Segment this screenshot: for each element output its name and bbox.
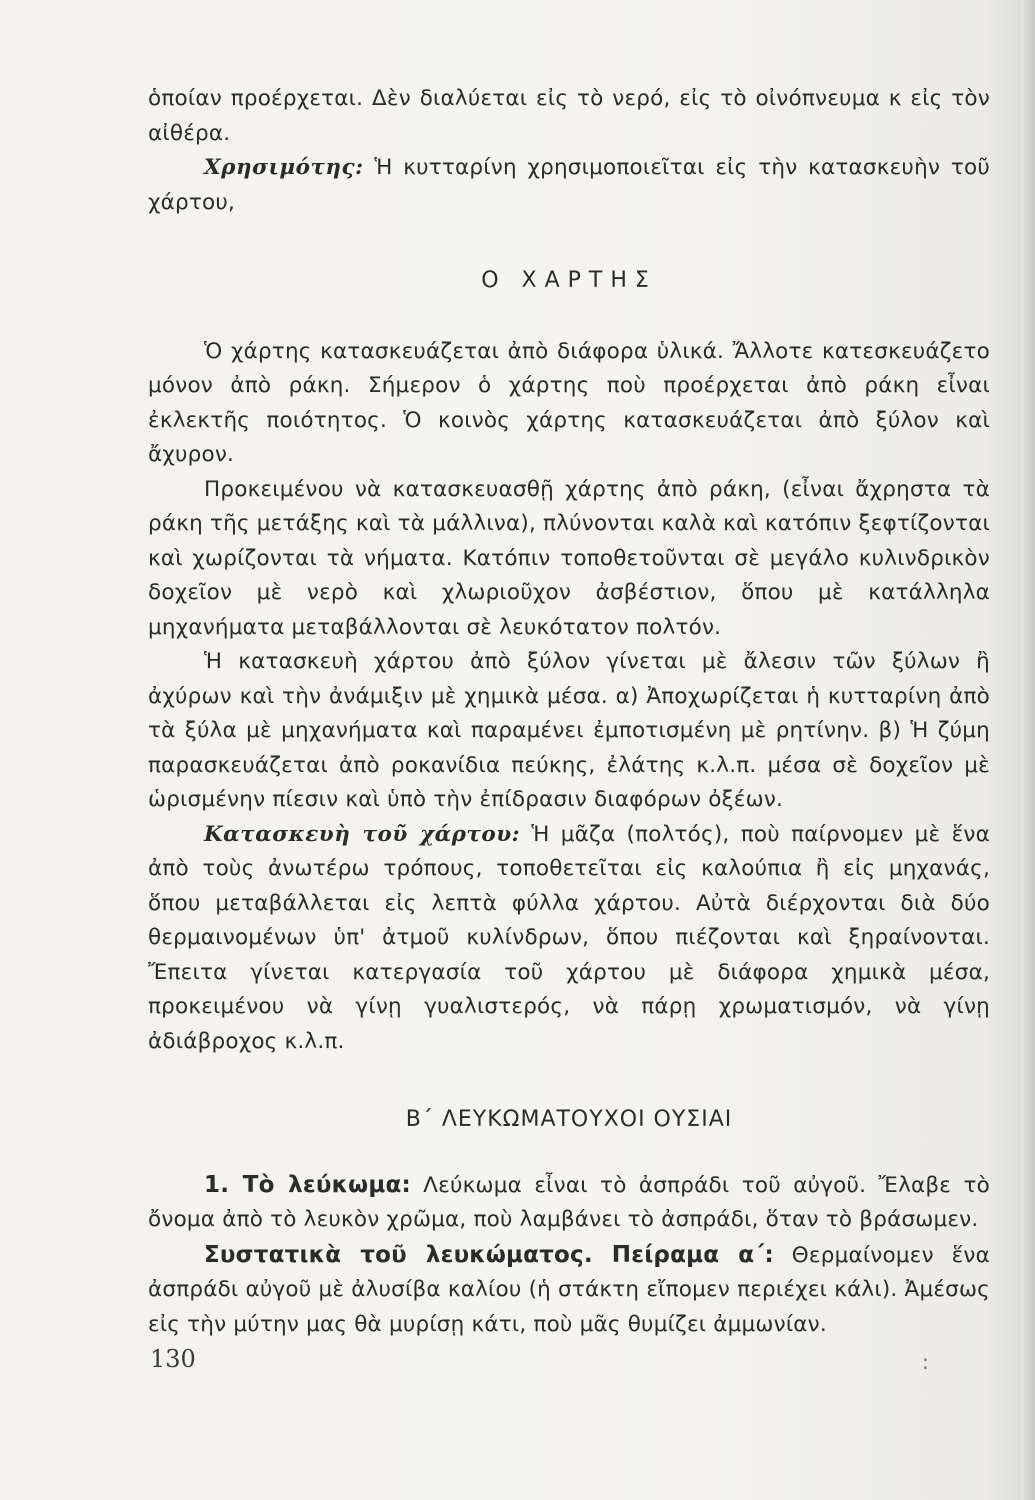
usefulness-text: Ἡ κυτταρίνη χρησιμοποιεῖται εἰς τὴν κατασκευὴν τοῦ χάρτου, — [148, 155, 990, 215]
paragraph-albumen-components — [148, 1238, 990, 1343]
paragraph-usefulness — [148, 151, 990, 220]
page-number: 130 — [150, 1345, 196, 1373]
paragraph-cellulose-solubility: ὁποίαν προέρχεται. Δὲν διαλύεται εἰς τὸ νερό, εἰς τὸ οἰνόπνευμα κ εἰς τὸν αἰθέρα. — [148, 86, 990, 146]
paragraph-paper-from-rags: Προκειμένου νὰ κατασκευασθῇ χάρτης ἀπὸ ράκη, (εἶναι ἄχρηστα τὰ ράκη τῆς μετάξης καὶ τὰ μάλλινα), πλύνονται καλὰ καὶ κατόπιν ξεφτίζονται καὶ χωρίζονται τὰ νήματα. Κατόπιν τοποθετοῦνται σὲ μεγάλο κυλινδρικὸν δοχεῖον μὲ νερὸ καὶ χλωριοῦχον ἀσβέστιον, ὅπου μὲ κατάλληλα μηχανήματα μεταβάλλονται σὲ λευκότατον πολτόν. — [148, 476, 990, 640]
components-label: Συστατικὰ τοῦ λευκώματος. Πείραμα α΄: — [204, 1241, 774, 1268]
paragraph-paper-manufacture — [148, 818, 990, 1060]
components-text: Θερμαίνομεν ἕνα ἀσπράδι αὐγοῦ μὲ ἀλυσίβα καλίου (ἡ στάκτη εἴπομεν περιέχει κάλι). Ἀμέσως εἰς τὴν μύτην μας θὰ μυρίσῃ κάτι, ποὺ μᾶς θυμίζει ἀμμωνίαν. — [148, 1242, 991, 1337]
manufacture-label: Κατασκευὴ τοῦ χάρτου: — [204, 821, 521, 847]
usefulness-label: Χρησιμότης: — [204, 155, 364, 180]
paragraph-paper-materials: Ὁ χάρτης κατασκευάζεται ἀπὸ διάφορα ὑλικά. Ἄλλοτε κατεσκευάζετο μόνον ἀπὸ ράκη. Σήμερον ὁ χάρτης ποὺ προέρχεται ἀπὸ ράκη εἶναι ἐκλεκτῆς ποιότητος. Ὁ κοινὸς χάρτης κατασκευάζεται ἀπὸ ξύλον καὶ ἄχυρον. — [148, 338, 990, 467]
paragraph-paper-from-wood: Ἡ κατασκευὴ χάρτου ἀπὸ ξύλον γίνεται μὲ ἄλεσιν τῶν ξύλων ἢ ἀχύρων καὶ τὴν ἀνάμιξιν μὲ χημικὰ μέσα. α) Ἀποχωρίζεται ἡ κυτταρίνη ἀπὸ τὰ ξύλα μὲ μηχανήματα καὶ παραμένει ἐμποτισμένη μὲ ρητίνην. β) Ἡ ζύμη παρασκευάζεται ἀπὸ ροκανίδια πεύκης, ἐλάτης κ.λ.π. μέσα σὲ δοχεῖον μὲ ὡρισμένην πίεσιν καὶ ὑπὸ τὴν ἐπίδρασιν διαφόρων ὀξέων. — [148, 649, 990, 812]
page-edge-shadow — [1021, 0, 1035, 1500]
page-body — [148, 82, 990, 1342]
manufacture-text: Ἡ μᾶζα (πολτός), ποὺ παίρνομεν μὲ ἕνα ἀπὸ τοὺς ἀνωτέρω τρόπους, τοποθετεῖται εἰς καλούπια ἢ εἰς μηχανάς, ὅπου μεταβάλλεται εἰς λεπτὰ φύλλα χάρτου. Αὐτὰ διέρχονται διὰ δύο θερμαινομένων ὑπ' ἀτμοῦ κυλίνδρων, ὅπου πιέζονται καὶ ξηραίνονται. Ἔπειτα γίνεται κατεργασία τοῦ χάρτου μὲ διάφορα χημικὰ μέσα, προκειμένου νὰ γίνῃ γυαλιστερός, νὰ πάρῃ χρωματισμόν, νὰ γίνῃ ἀδιάβροχος κ.λ.π. — [148, 821, 990, 1054]
section-heading-albuminous: Β΄ ΛΕΥΚΩΜΑΤΟΥΧΟΙ ΟΥΣΙΑΙ — [405, 1107, 733, 1132]
margin-mark: : — [922, 1350, 929, 1374]
albumen-text: Λεύκωμα εἶναι τὸ ἀσπράδι τοῦ αὐγοῦ. Ἔλαβε τὸ ὄνομα ἀπὸ τὸ λευκὸν χρῶμα, ποὺ λαμβάνει τὸ ἀσπράδι, ὅταν τὸ βράσωμεν. — [148, 1172, 990, 1232]
section-heading-paper: Ο ΧΑΡΤΗΣ — [481, 268, 657, 293]
paragraph-albumen — [148, 1168, 990, 1238]
albumen-label: 1. Τὸ λεύκωμα: — [204, 1171, 411, 1198]
